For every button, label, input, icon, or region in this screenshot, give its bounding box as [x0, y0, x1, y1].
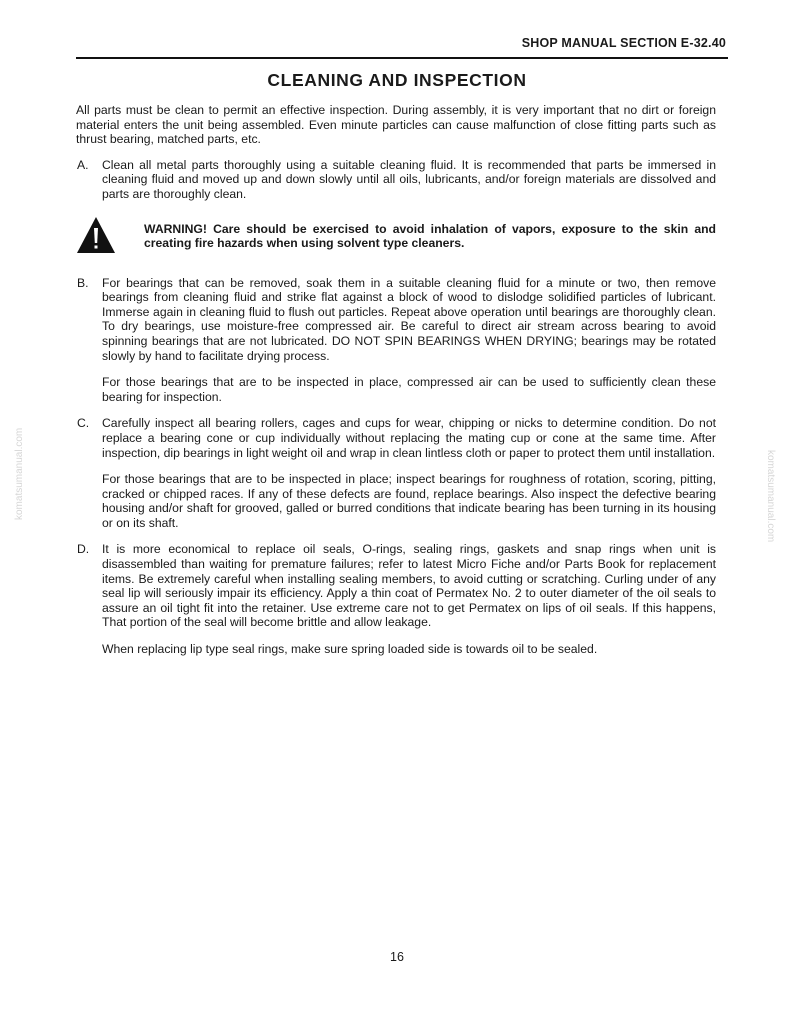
warning-text: WARNING! Care should be exercised to avoid inhalation of vapors, exposure to the skin and creating fire hazards when using solvent type cleaners. — [144, 221, 716, 251]
item-letter: B. — [77, 275, 89, 290]
list-item-d — [76, 542, 716, 656]
header-rule — [76, 57, 728, 59]
item-paragraph: For bearings that can be removed, soak them in a suitable cleaning fluid for a minute or two, then remove bearings from cleaning fluid and strike flat against a block of wood to dislodge solidified particles of lubricant. Immerse again in cleaning fluid to flush out particles. Repeat above operation until bearings are thoroughly clean. To dry bearings, use moisture-free compressed air. Be careful to direct air stream across bearing to avoid spinning bearings that are not lubricated. DO NOT SPIN BEARINGS WHEN DRYING; bearings may be rotated slowly by hand to facilitate drying process. — [102, 275, 716, 363]
intro-paragraph: All parts must be clean to permit an effective inspection. During assembly, it is very important that no dirt or foreign material enters the unit being assembled. Even minute particles can cause malfunction of close fitting parts such as thrust bearing, matched parts, etc. — [76, 103, 716, 147]
watermark-left: komatsumanual.com — [14, 427, 25, 520]
item-letter: A. — [77, 157, 89, 172]
item-paragraph: When replacing lip type seal rings, make sure spring loaded side is towards oil to be sealed. — [102, 642, 598, 657]
item-letter: D. — [77, 542, 90, 557]
page-title: CLEANING AND INSPECTION — [267, 70, 527, 90]
page-number: 16 — [390, 950, 404, 964]
list-item-b — [76, 276, 716, 405]
section-header: SHOP MANUAL SECTION E-32.40 — [521, 36, 726, 50]
content-body — [76, 103, 716, 669]
item-paragraph: For those bearings that are to be inspected in place, compressed air can be used to sufficiently clean these bearing for inspection. — [102, 375, 716, 404]
watermark-right: komatsumanual.com — [765, 450, 776, 543]
item-letter: C. — [77, 416, 90, 431]
list-item-c — [76, 416, 716, 530]
item-paragraph: It is more economical to replace oil seals, O-rings, sealing rings, gaskets and snap rings when unit is disassembled than waiting for premature failures; refer to latest Micro Fiche and/or Parts Book for replacement items. Be extremely careful when installing sealing members, to avoid cutting or scratching. Curling under of any seal lip will seriously impair its efficiency. Apply a thin coat of Permatex No. 2 to outer diameter of the oil seals to assure an oil tight fit into the retainer. Use extreme care not to get Permatex on lips of oil seals. If this happens, That portion of the seal will become brittle and allow leakage. — [102, 542, 716, 630]
list-item-a — [76, 158, 716, 202]
warning-box — [76, 216, 716, 254]
warning-triangle-icon — [76, 216, 116, 254]
item-paragraph: For those bearings that are to be inspected in place; inspect bearings for roughness of rotation, scoring, pitting, cracked or chipped races. If any of these defects are found, replace bearings. Also inspect the defective bearing housing and/or shaft for grooved, galled or burred conditions that indicate bearing has been turning in its housing or on its shaft. — [102, 472, 716, 530]
item-paragraph: Carefully inspect all bearing rollers, cages and cups for wear, chipping or nicks to determine condition. Do not replace a bearing cone or cup individually without replacing the mating cup or cone at the same time. After inspection, dip bearings in light weight oil and wrap in clean lintless cloth or paper to protect them until installation. — [102, 416, 716, 460]
item-paragraph: Clean all metal parts thoroughly using a suitable cleaning fluid. It is recommended that parts be immersed in cleaning fluid and moved up and down slowly until all oils, lubricants, and/or foreign materials are dissolved and parts are thoroughly clean. — [102, 157, 716, 201]
